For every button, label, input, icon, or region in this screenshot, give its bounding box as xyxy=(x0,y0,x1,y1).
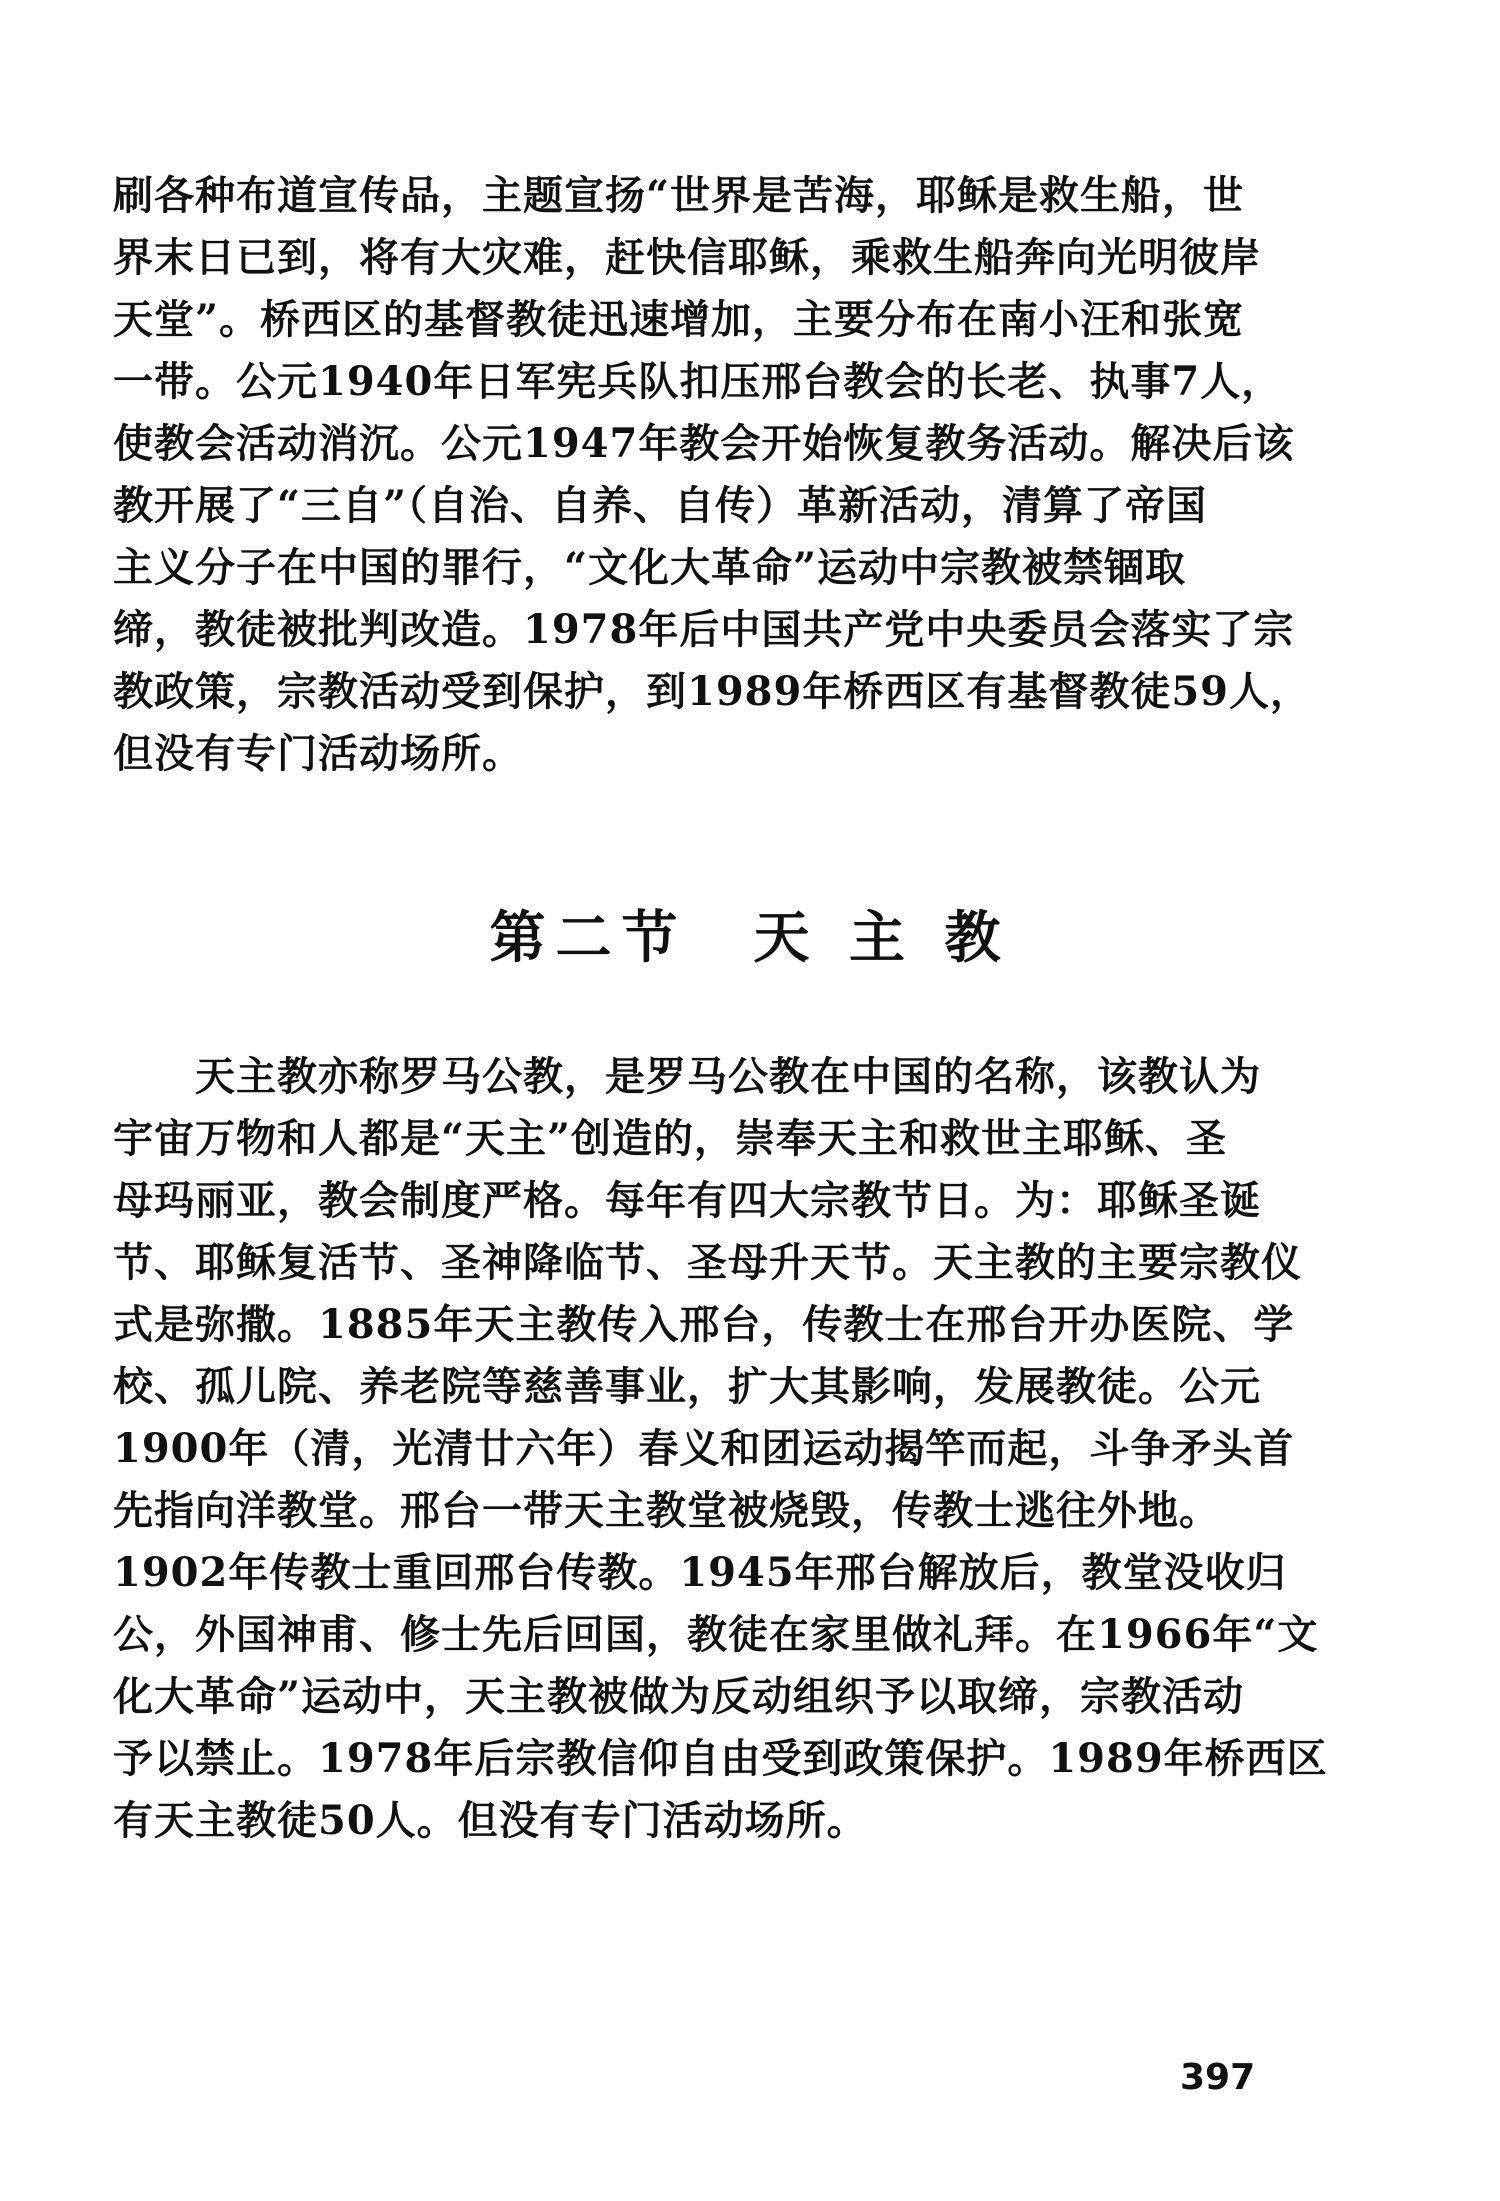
text-line: 1902年传教士重回邢台传教。1945年邢台解放后，教堂没收归 xyxy=(113,1549,1287,1596)
text-line: 使教会活动消沉。公元1947年教会开始恢复教务活动。解决后该 xyxy=(113,420,1295,467)
page-number: 397 xyxy=(1180,2057,1256,2098)
text-line: 1900年（清，光清廿六年）春义和团运动揭竿而起，斗争矛头首 xyxy=(113,1425,1295,1472)
text-line: 校、孤儿院、养老院等慈善事业，扩大其影响，发展教徒。公元 xyxy=(113,1363,1261,1410)
text-line: 但没有专门活动场所。 xyxy=(113,730,523,777)
text-line: 界末日已到，将有大灾难，赶快信耶稣，乘救生船奔向光明彼岸 xyxy=(113,234,1261,281)
text-line: 刷各种布道宣传品，主题宣扬“世界是苦海，耶稣是救生船，世 xyxy=(113,172,1245,219)
text-line: 节、耶稣复活节、圣神降临节、圣母升天节。天主教的主要宗教仪 xyxy=(113,1239,1302,1286)
text-line: 公，外国神甫、修士先后回国，教徒在家里做礼拜。在1966年“文 xyxy=(113,1611,1319,1658)
text-line: 天堂”。桥西区的基督教徒迅速增加，主要分布在南小汪和张宽 xyxy=(113,296,1245,343)
paragraph-catholicism xyxy=(113,1046,1375,1852)
text-line: 先指向洋教堂。邢台一带天主教堂被烧毁，传教士逃往外地。 xyxy=(113,1487,1220,1534)
text-line: 母玛丽亚，教会制度严格。每年有四大宗教节日。为：耶稣圣诞 xyxy=(113,1177,1261,1224)
text-line: 天主教亦称罗马公教，是罗马公教在中国的名称，该教认为 xyxy=(113,1053,1261,1100)
text-line: 一带。公元1940年日军宪兵队扣压邢台教会的长老、执事7人， xyxy=(113,358,1283,405)
text-line: 教开展了“三自”（自治、自养、自传）革新活动，清算了帝国 xyxy=(113,482,1208,529)
text-line: 有天主教徒50人。但没有专门活动场所。 xyxy=(113,1797,868,1844)
text-line: 缔，教徒被批判改造。1978年后中国共产党中央委员会落实了宗 xyxy=(113,606,1295,653)
text-line: 式是弥撒。1885年天主教传入邢台，传教士在邢台开办医院、学 xyxy=(113,1301,1295,1348)
paragraph-protestantism-continued xyxy=(113,165,1375,785)
section-title: 第二节 天 主 教 xyxy=(489,905,1011,971)
text-line: 主义分子在中国的罪行，“文化大革命”运动中宗教被禁锢取 xyxy=(113,544,1187,591)
text-line: 予以禁止。1978年后宗教信仰自由受到政策保护。1989年桥西区 xyxy=(113,1735,1328,1782)
text-line: 教政策，宗教活动受到保护，到1989年桥西区有基督教徒59人， xyxy=(113,668,1311,715)
text-line: 宇宙万物和人都是“天主”创造的，崇奉天主和救世主耶稣、圣 xyxy=(113,1115,1228,1162)
text-line: 化大革命”运动中，天主教被做为反动组织予以取缔，宗教活动 xyxy=(113,1673,1245,1720)
